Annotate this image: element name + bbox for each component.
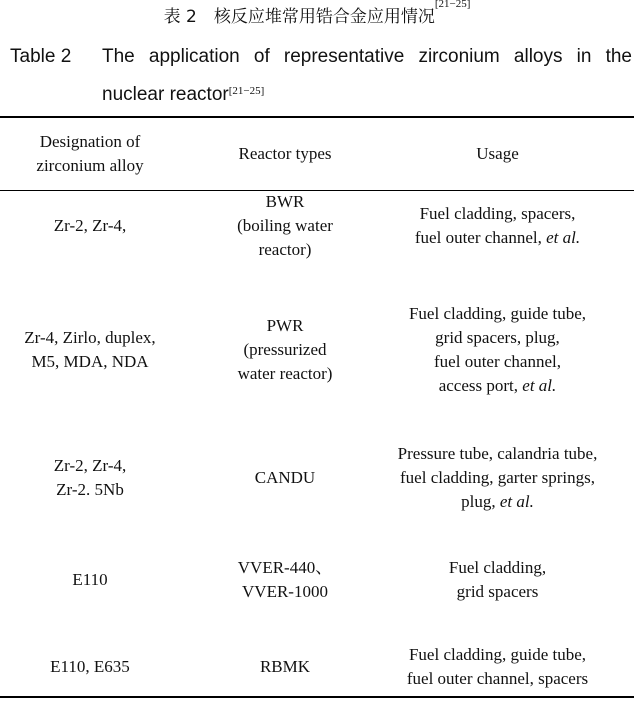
caption-english-text xyxy=(102,38,632,114)
cell-line xyxy=(365,466,630,490)
cell-line: E110, E635 xyxy=(50,657,130,676)
cell-reactor-type xyxy=(190,466,380,490)
cell-text: Pressure tube, calandria tube, xyxy=(397,444,598,463)
cell-line: zirconium alloy xyxy=(36,156,144,175)
caption-chinese xyxy=(0,2,634,27)
caption-reference: [21−25] xyxy=(228,85,265,97)
caption-chinese-text: 表 2 核反应堆常用锆合金应用情况 xyxy=(163,7,435,27)
cell-usage xyxy=(365,556,630,604)
caption-english-title: The application of representative zirconium alloys in the nuclear reactor xyxy=(102,46,632,105)
cell-reactor-type xyxy=(190,190,380,262)
cell-line: Reactor types xyxy=(238,144,332,163)
cell-line: Designation of xyxy=(39,132,141,151)
cell-line: Zr-2, Zr-4, xyxy=(53,456,127,475)
cell-line: E110 xyxy=(72,570,108,589)
cell-line xyxy=(365,442,630,466)
cell-line: Zr-4, Zirlo, duplex, xyxy=(24,328,156,347)
cell-text: fuel outer channel, spacers xyxy=(406,669,589,688)
cell-line xyxy=(365,580,630,604)
cell-text: grid spacers xyxy=(456,582,539,601)
cell-line: Zr-2, Zr-4, xyxy=(53,216,127,235)
cell-usage xyxy=(365,302,630,398)
cell-text: Fuel cladding, guide tube, xyxy=(408,304,587,323)
top-rule xyxy=(0,116,634,118)
cell-line: (boiling water xyxy=(237,216,333,235)
cell-line: VVER-440、 xyxy=(237,558,333,577)
cell-text: access port, xyxy=(438,376,523,395)
cell-reactor-type xyxy=(190,655,380,679)
cell-line xyxy=(365,302,630,326)
cell-italic-text: et al. xyxy=(546,228,581,247)
column-header xyxy=(190,142,380,166)
bottom-rule xyxy=(0,696,634,698)
table-label: Table 2 xyxy=(10,46,72,67)
cell-line: Usage xyxy=(476,144,519,163)
cell-line xyxy=(365,202,630,226)
cell-text: fuel cladding, garter springs, xyxy=(400,468,595,487)
cell-text: Fuel cladding, guide tube, xyxy=(408,645,587,664)
cell-alloy xyxy=(0,568,180,592)
cell-line: reactor) xyxy=(258,240,312,259)
cell-italic-text: et al. xyxy=(522,376,557,395)
cell-line xyxy=(365,490,630,514)
cell-line xyxy=(365,226,630,250)
cell-alloy xyxy=(0,655,180,679)
cell-line xyxy=(365,326,630,350)
cell-line: M5, MDA, NDA xyxy=(31,352,149,371)
cell-usage xyxy=(365,202,630,250)
cell-text: Fuel cladding, spacers, xyxy=(419,204,576,223)
cell-line: VVER-1000 xyxy=(242,582,328,601)
cell-line xyxy=(365,643,630,667)
cell-line xyxy=(365,556,630,580)
cell-line: BWR xyxy=(265,192,305,211)
cell-alloy xyxy=(0,214,180,238)
cell-line: (pressurized xyxy=(243,340,327,359)
cell-usage xyxy=(365,442,630,514)
cell-reactor-type xyxy=(190,556,380,604)
cell-text: fuel outer channel, xyxy=(434,352,561,371)
cell-line xyxy=(365,350,630,374)
cell-text: grid spacers, plug, xyxy=(435,328,560,347)
column-header xyxy=(365,142,630,166)
cell-alloy xyxy=(0,326,180,374)
cell-line: RBMK xyxy=(259,657,311,676)
cell-line xyxy=(365,667,630,691)
column-header xyxy=(0,130,180,178)
cell-text: Fuel cladding, xyxy=(448,558,547,577)
caption-reference: [21−25] xyxy=(434,0,471,10)
cell-italic-text: et al. xyxy=(499,492,534,511)
cell-line: PWR xyxy=(266,316,304,335)
cell-usage xyxy=(365,643,630,691)
cell-reactor-type xyxy=(190,314,380,386)
cell-line: water reactor) xyxy=(237,364,333,383)
cell-text: plug, xyxy=(461,492,500,511)
cell-alloy xyxy=(0,454,180,502)
cell-line xyxy=(365,374,630,398)
cell-line: CANDU xyxy=(254,468,316,487)
cell-line: Zr-2. 5Nb xyxy=(56,480,124,499)
cell-text: fuel outer channel, xyxy=(414,228,547,247)
